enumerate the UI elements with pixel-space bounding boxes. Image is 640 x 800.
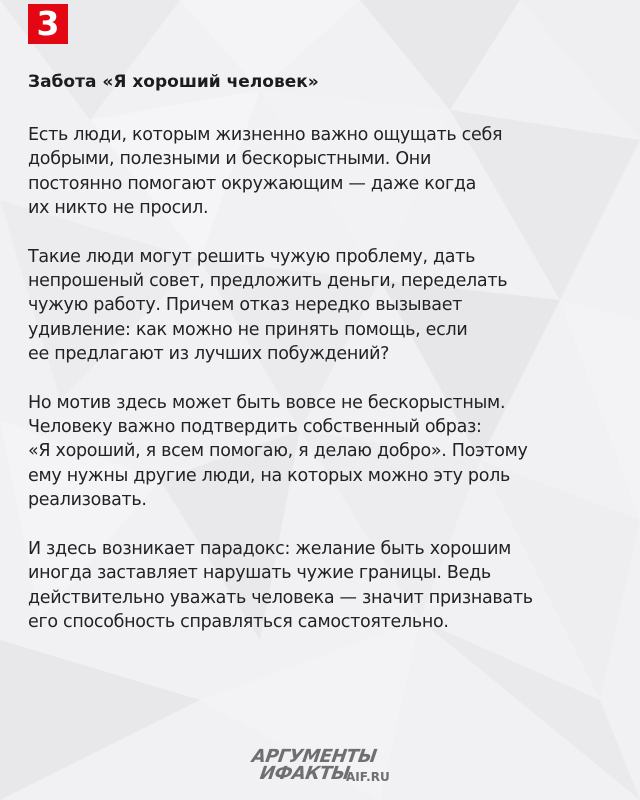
logo-line-ifakty: ИФАКТЫ	[258, 763, 352, 784]
paragraph-line: ее предлагают из лучших побуждений?	[28, 344, 390, 365]
logo-line-argumenty: АРГУМЕНТЫ	[250, 746, 378, 767]
paragraph-line: Но мотив здесь может быть вовсе не бескорыстным.	[28, 392, 506, 413]
paragraph-line: удивление: как можно не принять помощь, если	[28, 319, 468, 340]
paragraph-line: И здесь возникает парадокс: желание быть хорошим	[28, 538, 512, 559]
paragraph-line: реализовать.	[28, 490, 147, 511]
paragraph-line: постоянно помогают окружающим — даже когда	[28, 173, 477, 194]
logo-domain: AIF.RU	[346, 770, 390, 784]
paragraph-line: ему нужны другие люди, на которых можно эту роль	[28, 465, 511, 486]
paragraph-line: их никто не просил.	[28, 198, 209, 219]
section-heading: Забота «Я хороший человек»	[28, 72, 319, 92]
paragraph-1	[28, 123, 618, 221]
paragraph-2	[28, 245, 618, 367]
paragraph-line: непрошеный совет, предложить деньги, переделать	[28, 271, 508, 292]
paragraph-line: Такие люди могут решить чужую проблему, дать	[28, 246, 476, 267]
paragraph-line: добрыми, полезными и бескорыстными. Они	[28, 149, 432, 170]
paragraph-4	[28, 537, 618, 635]
paragraph-3	[28, 391, 618, 513]
paragraph-line: «Я хороший, я всем помогаю, я делаю добро». Поэтому	[28, 441, 528, 462]
paragraph-line: чужую работу. Причем отказ нередко вызывает	[28, 295, 463, 316]
slide-number-badge: 3	[28, 4, 68, 44]
article-content	[28, 70, 618, 658]
paragraph-line: иногда заставляет нарушать чужие границы. Ведь	[28, 563, 491, 584]
paragraph-line: действительно уважать человека — значит признавать	[28, 587, 533, 608]
paragraph-line: его способность справляться самостоятельно.	[28, 611, 449, 632]
aif-logo	[252, 748, 412, 788]
paragraph-line: Есть люди, которым жизненно важно ощущать себя	[28, 125, 503, 145]
paragraph-line: Человеку важно подтвердить собственный образ:	[28, 417, 482, 438]
